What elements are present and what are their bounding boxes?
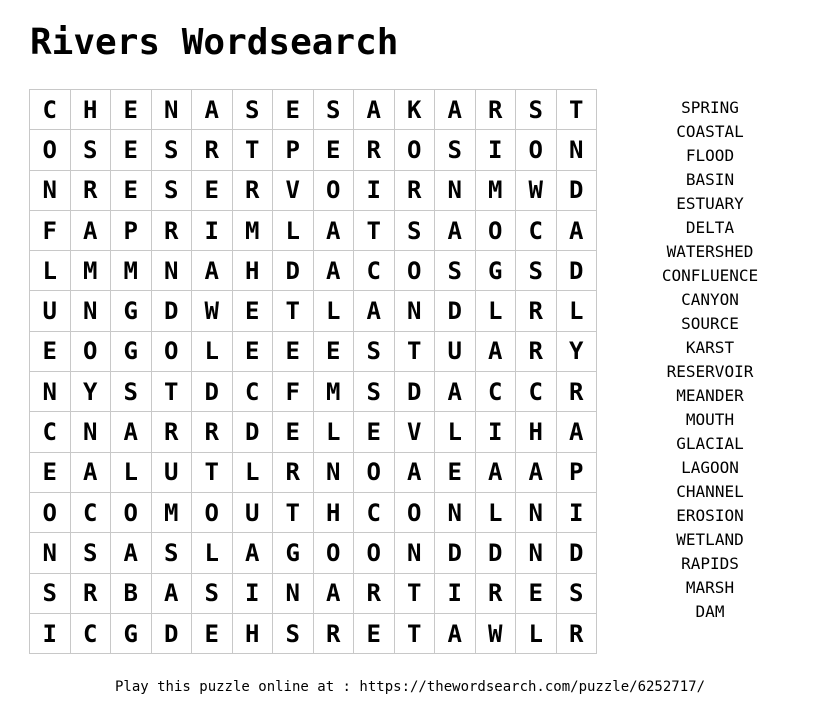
grid-cell[interactable]: A <box>232 533 273 573</box>
grid-cell[interactable]: Y <box>70 372 111 412</box>
word-list <box>650 96 770 624</box>
grid-cell[interactable]: W <box>192 291 233 331</box>
grid-cell[interactable]: A <box>354 291 395 331</box>
word-list-item: MEANDER <box>676 386 744 405</box>
grid-cell[interactable]: S <box>151 533 192 573</box>
grid-cell[interactable]: A <box>516 452 557 492</box>
grid-cell[interactable]: T <box>394 613 435 653</box>
grid-cell[interactable]: E <box>273 412 314 452</box>
grid-cell[interactable]: H <box>313 492 354 532</box>
grid-cell[interactable]: R <box>475 573 516 613</box>
grid-cell[interactable]: A <box>394 452 435 492</box>
grid-cell[interactable]: H <box>516 412 557 452</box>
grid-cell[interactable]: I <box>435 573 476 613</box>
grid-cell[interactable]: N <box>516 492 557 532</box>
grid-cell[interactable]: R <box>475 90 516 130</box>
grid-cell[interactable]: R <box>354 130 395 170</box>
grid-cell[interactable]: U <box>151 452 192 492</box>
grid-cell[interactable]: E <box>435 452 476 492</box>
grid-cell[interactable]: R <box>192 130 233 170</box>
grid-cell[interactable]: T <box>273 492 314 532</box>
grid-cell[interactable]: E <box>273 331 314 371</box>
grid-cell[interactable]: A <box>111 533 152 573</box>
grid-cell[interactable]: T <box>151 372 192 412</box>
grid-cell[interactable]: D <box>435 291 476 331</box>
grid-cell[interactable]: T <box>394 573 435 613</box>
grid-cell[interactable]: H <box>232 251 273 291</box>
grid-cell[interactable]: U <box>435 331 476 371</box>
grid-cell[interactable]: D <box>394 372 435 412</box>
grid-row <box>30 452 597 492</box>
grid-cell[interactable]: D <box>192 372 233 412</box>
grid-cell[interactable]: E <box>111 90 152 130</box>
grid-cell[interactable]: A <box>475 452 516 492</box>
grid-cell[interactable]: L <box>273 210 314 250</box>
grid-cell[interactable]: I <box>556 492 597 532</box>
grid-cell[interactable]: L <box>192 533 233 573</box>
grid-cell[interactable]: S <box>273 613 314 653</box>
grid-cell[interactable]: M <box>313 372 354 412</box>
grid-cell[interactable]: S <box>70 533 111 573</box>
grid-cell[interactable]: G <box>475 251 516 291</box>
grid-cell[interactable]: I <box>192 210 233 250</box>
grid-row <box>30 90 597 130</box>
grid-cell[interactable]: F <box>273 372 314 412</box>
grid-cell[interactable]: L <box>232 452 273 492</box>
grid-cell[interactable]: E <box>192 170 233 210</box>
grid-cell[interactable]: M <box>151 492 192 532</box>
grid-cell[interactable]: O <box>354 452 395 492</box>
letter-grid[interactable] <box>29 89 597 654</box>
grid-cell[interactable]: K <box>394 90 435 130</box>
grid-cell[interactable]: D <box>475 533 516 573</box>
grid-cell[interactable]: A <box>313 573 354 613</box>
grid-cell[interactable]: D <box>435 533 476 573</box>
grid-cell[interactable]: L <box>516 613 557 653</box>
grid-cell[interactable]: S <box>516 90 557 130</box>
grid-cell[interactable]: F <box>30 210 71 250</box>
grid-cell[interactable]: R <box>151 210 192 250</box>
grid-cell[interactable]: A <box>192 251 233 291</box>
grid-cell[interactable]: C <box>516 372 557 412</box>
grid-cell[interactable]: N <box>30 170 71 210</box>
grid-cell[interactable]: O <box>394 251 435 291</box>
grid-cell[interactable]: R <box>70 573 111 613</box>
grid-cell[interactable]: S <box>30 573 71 613</box>
grid-cell[interactable]: V <box>394 412 435 452</box>
word-list-item: RESERVOIR <box>666 362 754 381</box>
word-list-item: RAPIDS <box>681 554 739 573</box>
word-list-item: SOURCE <box>681 314 739 333</box>
grid-cell[interactable]: L <box>30 251 71 291</box>
grid-cell[interactable]: N <box>273 573 314 613</box>
grid-cell[interactable]: A <box>111 412 152 452</box>
grid-cell[interactable]: U <box>30 291 71 331</box>
grid-cell[interactable]: O <box>313 170 354 210</box>
grid-cell[interactable]: S <box>151 130 192 170</box>
grid-cell[interactable]: I <box>232 573 273 613</box>
grid-cell[interactable]: L <box>475 492 516 532</box>
grid-cell[interactable]: V <box>273 170 314 210</box>
grid-cell[interactable]: S <box>394 210 435 250</box>
grid-cell[interactable]: O <box>313 533 354 573</box>
grid-cell[interactable]: S <box>354 372 395 412</box>
grid-cell[interactable]: D <box>556 170 597 210</box>
grid-cell[interactable]: O <box>475 210 516 250</box>
grid-cell[interactable]: A <box>192 90 233 130</box>
grid-row <box>30 291 597 331</box>
grid-cell[interactable]: D <box>273 251 314 291</box>
grid-cell[interactable]: G <box>111 291 152 331</box>
grid-cell[interactable]: C <box>70 492 111 532</box>
grid-cell[interactable]: L <box>475 291 516 331</box>
footer-text: Play this puzzle online at : <box>114 679 360 695</box>
word-list-item: WETLAND <box>676 530 744 549</box>
grid-cell[interactable]: T <box>192 452 233 492</box>
grid-cell[interactable]: O <box>30 492 71 532</box>
grid-cell[interactable]: R <box>151 412 192 452</box>
grid-cell[interactable]: C <box>30 90 71 130</box>
grid-cell[interactable]: M <box>232 210 273 250</box>
grid-cell[interactable]: I <box>475 412 516 452</box>
grid-cell[interactable]: O <box>70 331 111 371</box>
grid-cell[interactable]: A <box>475 331 516 371</box>
word-list-item: MOUTH <box>685 410 735 429</box>
grid-cell[interactable]: N <box>30 533 71 573</box>
word-list-item: CONFLUENCE <box>661 266 759 285</box>
grid-cell[interactable]: S <box>435 130 476 170</box>
grid-cell[interactable]: S <box>556 573 597 613</box>
grid-cell[interactable]: R <box>192 412 233 452</box>
grid-cell[interactable]: N <box>70 412 111 452</box>
word-list-item: SPRING <box>681 98 739 117</box>
grid-cell[interactable]: N <box>151 90 192 130</box>
grid-cell[interactable]: E <box>30 452 71 492</box>
grid-cell[interactable]: C <box>30 412 71 452</box>
grid-cell[interactable]: L <box>111 452 152 492</box>
grid-cell[interactable]: I <box>354 170 395 210</box>
grid-cell[interactable]: A <box>70 452 111 492</box>
grid-cell[interactable]: T <box>232 130 273 170</box>
grid-cell[interactable]: M <box>70 251 111 291</box>
grid-cell[interactable]: N <box>394 533 435 573</box>
grid-cell[interactable]: L <box>556 291 597 331</box>
grid-cell[interactable]: R <box>556 372 597 412</box>
grid-cell[interactable]: O <box>151 331 192 371</box>
grid-cell[interactable]: P <box>556 452 597 492</box>
grid-cell[interactable]: E <box>192 613 233 653</box>
grid-cell[interactable]: D <box>556 251 597 291</box>
grid-cell[interactable]: O <box>516 130 557 170</box>
grid-cell[interactable]: A <box>435 613 476 653</box>
grid-cell[interactable]: P <box>111 210 152 250</box>
grid-cell[interactable]: I <box>475 130 516 170</box>
grid-cell[interactable]: N <box>435 170 476 210</box>
grid-cell[interactable]: A <box>354 90 395 130</box>
grid-cell[interactable]: S <box>70 130 111 170</box>
grid-cell[interactable]: E <box>30 331 71 371</box>
grid-cell[interactable]: E <box>516 573 557 613</box>
grid-cell[interactable]: M <box>475 170 516 210</box>
grid-cell[interactable]: S <box>435 251 476 291</box>
grid-cell[interactable]: H <box>232 613 273 653</box>
grid-cell[interactable]: U <box>232 492 273 532</box>
grid-cell[interactable]: R <box>273 452 314 492</box>
grid-cell[interactable]: T <box>556 90 597 130</box>
grid-cell[interactable]: A <box>556 210 597 250</box>
grid-cell[interactable]: E <box>354 613 395 653</box>
word-list-item: FLOOD <box>685 146 735 165</box>
grid-cell[interactable]: A <box>313 210 354 250</box>
grid-cell[interactable]: W <box>475 613 516 653</box>
grid-cell[interactable]: N <box>516 533 557 573</box>
grid-cell[interactable]: O <box>394 130 435 170</box>
grid-cell[interactable]: C <box>70 613 111 653</box>
grid-row <box>30 573 597 613</box>
grid-cell[interactable]: E <box>232 331 273 371</box>
word-list-item: GLACIAL <box>676 434 744 453</box>
grid-cell[interactable]: E <box>111 170 152 210</box>
grid-cell[interactable]: N <box>151 251 192 291</box>
grid-cell[interactable]: R <box>516 291 557 331</box>
grid-cell[interactable]: L <box>313 291 354 331</box>
grid-row <box>30 331 597 371</box>
word-list-item: LAGOON <box>681 458 739 477</box>
word-list-item: CHANNEL <box>676 482 744 501</box>
grid-cell[interactable]: M <box>111 251 152 291</box>
word-list-item: EROSION <box>676 506 744 525</box>
grid-cell[interactable]: L <box>313 412 354 452</box>
grid-cell[interactable]: C <box>354 492 395 532</box>
word-list-item: DELTA <box>685 218 735 237</box>
grid-cell[interactable]: N <box>313 452 354 492</box>
grid-cell[interactable]: L <box>435 412 476 452</box>
grid-cell[interactable]: S <box>111 372 152 412</box>
word-list-item: DAM <box>695 602 725 621</box>
grid-cell[interactable]: G <box>273 533 314 573</box>
grid-cell[interactable]: S <box>151 170 192 210</box>
grid-cell[interactable]: N <box>30 372 71 412</box>
grid-cell[interactable]: T <box>354 210 395 250</box>
grid-cell[interactable]: E <box>354 412 395 452</box>
grid-cell[interactable]: R <box>394 170 435 210</box>
grid-cell[interactable]: T <box>273 291 314 331</box>
grid-cell[interactable]: N <box>394 291 435 331</box>
grid-row <box>30 170 597 210</box>
grid-cell[interactable]: W <box>516 170 557 210</box>
grid-cell[interactable]: N <box>435 492 476 532</box>
grid-cell[interactable]: S <box>516 251 557 291</box>
grid-cell[interactable]: E <box>313 130 354 170</box>
grid-cell[interactable]: H <box>70 90 111 130</box>
grid-row <box>30 210 597 250</box>
grid-cell[interactable]: A <box>435 372 476 412</box>
grid-cell[interactable]: R <box>354 573 395 613</box>
footer <box>0 679 820 695</box>
grid-row <box>30 251 597 291</box>
grid-cell[interactable]: S <box>354 331 395 371</box>
grid-cell[interactable]: E <box>273 90 314 130</box>
grid-row <box>30 130 597 170</box>
grid-cell[interactable]: R <box>232 170 273 210</box>
grid-cell[interactable]: B <box>111 573 152 613</box>
grid-cell[interactable]: C <box>516 210 557 250</box>
grid-cell[interactable]: R <box>556 613 597 653</box>
word-list-item: WATERSHED <box>666 242 754 261</box>
grid-cell[interactable]: D <box>151 613 192 653</box>
grid-cell[interactable]: A <box>151 573 192 613</box>
grid-cell[interactable]: D <box>556 533 597 573</box>
grid-cell[interactable]: R <box>70 170 111 210</box>
grid-cell[interactable]: L <box>192 331 233 371</box>
grid-cell[interactable]: C <box>354 251 395 291</box>
grid-cell[interactable]: G <box>111 331 152 371</box>
puzzle-title: Rivers Wordsearch <box>30 22 399 63</box>
word-list-item: MARSH <box>685 578 735 597</box>
grid-cell[interactable]: I <box>30 613 71 653</box>
word-list-item: ESTUARY <box>676 194 744 213</box>
grid-cell[interactable]: C <box>232 372 273 412</box>
grid-row <box>30 492 597 532</box>
grid-cell[interactable]: Y <box>556 331 597 371</box>
grid-cell[interactable]: O <box>192 492 233 532</box>
grid-cell[interactable]: A <box>556 412 597 452</box>
grid-cell[interactable]: P <box>273 130 314 170</box>
word-list-item: KARST <box>685 338 735 357</box>
grid-cell[interactable]: E <box>313 331 354 371</box>
word-list-item: BASIN <box>685 170 735 189</box>
grid-cell[interactable]: E <box>111 130 152 170</box>
word-list-item: CANYON <box>681 290 739 309</box>
grid-row <box>30 613 597 653</box>
grid-cell[interactable]: A <box>313 251 354 291</box>
grid-cell[interactable]: S <box>313 90 354 130</box>
grid-cell[interactable]: O <box>394 492 435 532</box>
grid-row <box>30 372 597 412</box>
grid-cell[interactable]: S <box>192 573 233 613</box>
grid-cell[interactable]: R <box>516 331 557 371</box>
grid-row <box>30 412 597 452</box>
grid-cell[interactable]: N <box>556 130 597 170</box>
grid-cell[interactable]: O <box>111 492 152 532</box>
grid-cell[interactable]: C <box>475 372 516 412</box>
grid-cell[interactable]: G <box>111 613 152 653</box>
grid-cell[interactable]: D <box>232 412 273 452</box>
puzzle-link[interactable]: https://thewordsearch.com/puzzle/6252717/ <box>359 679 705 695</box>
grid-cell[interactable]: S <box>232 90 273 130</box>
grid-cell[interactable]: A <box>435 210 476 250</box>
word-list-item: COASTAL <box>676 122 744 141</box>
grid-cell[interactable]: O <box>30 130 71 170</box>
grid-cell[interactable]: A <box>70 210 111 250</box>
grid-cell[interactable]: A <box>435 90 476 130</box>
grid-cell[interactable]: T <box>394 331 435 371</box>
grid-cell[interactable]: O <box>354 533 395 573</box>
grid-cell[interactable]: E <box>232 291 273 331</box>
grid-cell[interactable]: N <box>70 291 111 331</box>
grid-cell[interactable]: D <box>151 291 192 331</box>
grid-cell[interactable]: R <box>313 613 354 653</box>
grid-row <box>30 533 597 573</box>
